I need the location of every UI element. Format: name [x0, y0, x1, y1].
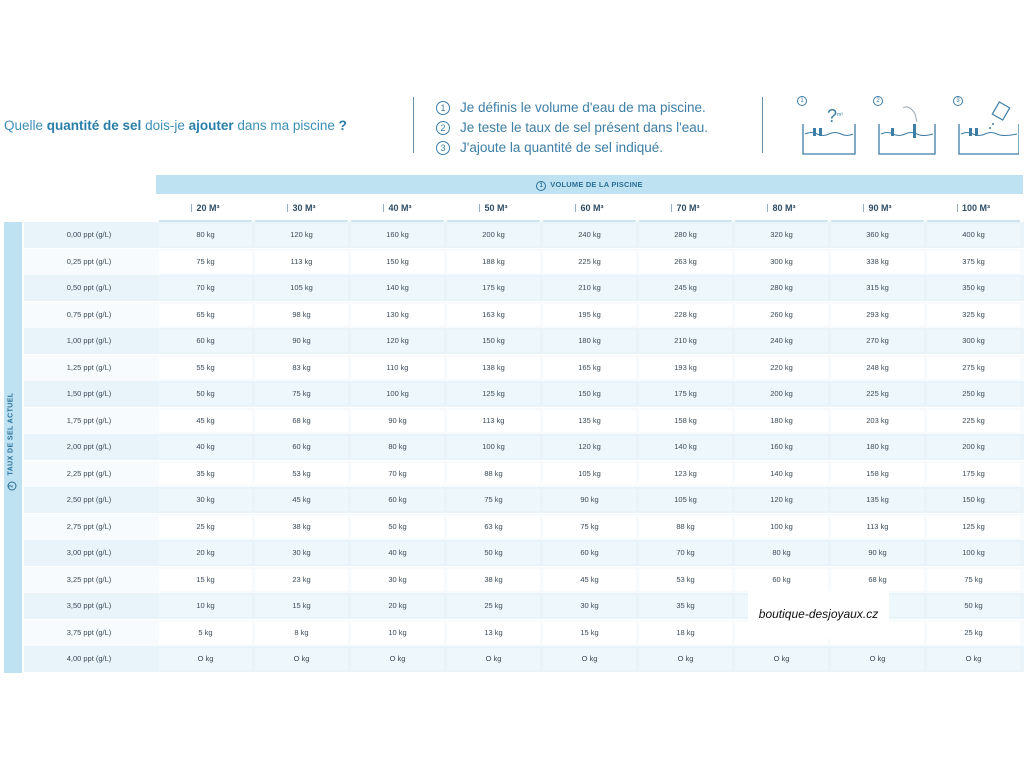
column-header: [255, 196, 348, 222]
step-3-text: J'ajoute la quantité de sel indiqué.: [460, 140, 663, 155]
table-cell: 25 kg: [447, 595, 540, 617]
svg-text:m³: m³: [837, 112, 843, 118]
table-cell: 35 kg: [159, 463, 252, 485]
table-cell: 315 kg: [831, 277, 924, 299]
row-label: 4,00 ppt (g/L): [66, 654, 112, 663]
table-cell: 240 kg: [735, 330, 828, 352]
table-cell: 23 kg: [255, 569, 348, 591]
table-cell: 75 kg: [159, 251, 252, 273]
table-cell: 113 kg: [447, 410, 540, 432]
table-cell: 40 kg: [351, 542, 444, 564]
row-label: 2,50 ppt (g/L): [66, 495, 112, 504]
table-row: [24, 646, 1024, 672]
table-cell: 120 kg: [255, 224, 348, 246]
table-cell: 35 kg: [639, 595, 732, 617]
volume-header-number: 1: [536, 181, 546, 191]
table-cell: 200 kg: [447, 224, 540, 246]
row-label: 3,50 ppt (g/L): [66, 601, 112, 610]
row-label: 1,00 ppt (g/L): [66, 336, 112, 345]
table-cell: 113 kg: [255, 251, 348, 273]
table-cell: 123 kg: [639, 463, 732, 485]
table-cell: 60 kg: [255, 436, 348, 458]
table-cell: 200 kg: [927, 436, 1020, 458]
salt-rate-number: 2: [8, 481, 17, 490]
table-cell: 38 kg: [447, 569, 540, 591]
table-cell: 45 kg: [543, 569, 636, 591]
table-cell: 53 kg: [639, 569, 732, 591]
step-2-number: 2: [436, 121, 450, 135]
divider-left: [413, 97, 414, 153]
table-cell: 163 kg: [447, 304, 540, 326]
table-cell: O kg: [159, 648, 252, 670]
table-cell: 165 kg: [543, 357, 636, 379]
table-cell: 263 kg: [639, 251, 732, 273]
table-cell: 25 kg: [927, 622, 1020, 644]
column-header-label: 100 M³: [961, 203, 990, 213]
table-cell: 40 kg: [159, 436, 252, 458]
table-cell: 15 kg: [543, 622, 636, 644]
table-cell: 175 kg: [927, 463, 1020, 485]
table-cell: 350 kg: [927, 277, 1020, 299]
steps-list: [436, 98, 708, 158]
table-cell: O kg: [543, 648, 636, 670]
row-label: 2,75 ppt (g/L): [66, 521, 112, 531]
table-cell: 375 kg: [927, 251, 1020, 273]
table-cell: 88 kg: [639, 516, 732, 538]
table-cell: 60 kg: [159, 330, 252, 352]
table-cell: 200 kg: [735, 383, 828, 405]
table-cell: O kg: [255, 648, 348, 670]
table-row: [24, 540, 1024, 566]
table-cell: 280 kg: [639, 224, 732, 246]
column-header-tick: [383, 204, 384, 212]
step-1: [436, 98, 708, 118]
row-label: 0,00 ppt (g/L): [66, 230, 112, 239]
column-header-tick: [287, 204, 288, 212]
table-cell: 338 kg: [831, 251, 924, 273]
question-part2: dois-je: [141, 118, 189, 133]
table-cell: 88 kg: [447, 463, 540, 485]
table-cell: 68 kg: [255, 410, 348, 432]
table-cell: 18 kg: [639, 622, 732, 644]
table-row: [24, 249, 1024, 275]
table-cell: 15 kg: [159, 569, 252, 591]
column-header: [159, 196, 252, 222]
table-cell: 70 kg: [159, 277, 252, 299]
table-cell: 195 kg: [543, 304, 636, 326]
table-row: [24, 461, 1024, 487]
table-cell: 158 kg: [831, 463, 924, 485]
row-label: 0,25 ppt (g/L): [66, 256, 112, 266]
table-cell: 75 kg: [543, 516, 636, 538]
table-cell: 25 kg: [159, 516, 252, 538]
row-label: 0,50 ppt (g/L): [66, 283, 112, 292]
table-cell: 138 kg: [447, 357, 540, 379]
column-header-tick: [671, 204, 672, 212]
table-cell: 188 kg: [447, 251, 540, 273]
table-cell: 175 kg: [639, 383, 732, 405]
table-cell: 248 kg: [831, 357, 924, 379]
table-cell: 90 kg: [351, 410, 444, 432]
step-3: [436, 138, 708, 158]
table-cell: 240 kg: [543, 224, 636, 246]
table-cell: 50 kg: [447, 542, 540, 564]
table-cell: 220 kg: [735, 357, 828, 379]
table-cell: 80 kg: [159, 224, 252, 246]
table-cell: 140 kg: [639, 436, 732, 458]
salt-rate-axis: [4, 222, 22, 673]
icon-3-number: 3: [953, 96, 963, 106]
table-cell: 225 kg: [927, 410, 1020, 432]
table-cell: 250 kg: [927, 383, 1020, 405]
table-row: [24, 567, 1024, 593]
table-cell: 400 kg: [927, 224, 1020, 246]
table-row: [24, 302, 1024, 328]
table-cell: 30 kg: [543, 595, 636, 617]
question-part3: dans ma piscine: [233, 118, 339, 133]
column-header-label: 90 M³: [868, 203, 892, 213]
table-cell: O kg: [831, 648, 924, 670]
table-cell: 50 kg: [927, 595, 1020, 617]
column-header-label: 70 M³: [676, 203, 700, 213]
table-cell: 275 kg: [927, 357, 1020, 379]
table-cell: 135 kg: [543, 410, 636, 432]
table-cell: O kg: [639, 648, 732, 670]
table-cell: 150 kg: [351, 251, 444, 273]
table-cell: 203 kg: [831, 410, 924, 432]
table-cell: 225 kg: [543, 251, 636, 273]
table-cell: 135 kg: [831, 489, 924, 511]
page-question: [4, 118, 347, 133]
table-cell: 90 kg: [543, 489, 636, 511]
table-cell: 210 kg: [639, 330, 732, 352]
table-cell: 83 kg: [255, 357, 348, 379]
table-cell: 320 kg: [735, 224, 828, 246]
column-header-label: 40 M³: [388, 203, 412, 213]
row-label: 1,25 ppt (g/L): [66, 362, 112, 372]
table-cell: 300 kg: [735, 251, 828, 273]
table-row: [24, 434, 1024, 460]
table-cell: 60 kg: [735, 569, 828, 591]
volume-header-label: VOLUME DE LA PISCINE: [550, 180, 643, 189]
table-cell: 150 kg: [543, 383, 636, 405]
column-header-tick: [191, 204, 192, 212]
salt-rate-label: [8, 372, 17, 512]
table-cell: 110 kg: [351, 357, 444, 379]
table-cell: 105 kg: [639, 489, 732, 511]
table-row: [24, 487, 1024, 513]
table-cell: 30 kg: [351, 569, 444, 591]
table-cell: 113 kg: [831, 516, 924, 538]
column-header: [735, 196, 828, 222]
table-cell: 150 kg: [447, 330, 540, 352]
table-row: [24, 381, 1024, 407]
table-row: [24, 408, 1024, 434]
column-header-tick: [479, 204, 480, 212]
question-bold1: quantité de sel: [46, 118, 142, 133]
table-cell: 55 kg: [159, 357, 252, 379]
table-cell: 5 kg: [159, 622, 252, 644]
question-bold3: ?: [338, 118, 347, 133]
table-cell: 75 kg: [447, 489, 540, 511]
table-cell: 50 kg: [351, 516, 444, 538]
table-cell: 193 kg: [639, 357, 732, 379]
table-cell: 10 kg: [159, 595, 252, 617]
table-cell: O kg: [351, 648, 444, 670]
table-row: [24, 355, 1024, 381]
table-cell: 325 kg: [927, 304, 1020, 326]
column-header: [543, 196, 636, 222]
svg-text:?: ?: [827, 106, 838, 126]
table-cell: 158 kg: [639, 410, 732, 432]
row-label: 2,00 ppt (g/L): [66, 442, 112, 451]
column-header-tick: [957, 204, 958, 212]
table-cell: 70 kg: [351, 463, 444, 485]
column-header: [927, 196, 1020, 222]
column-header-label: 60 M³: [580, 203, 604, 213]
column-header-label: 80 M³: [772, 203, 796, 213]
table-row: [24, 275, 1024, 301]
table-cell: 63 kg: [447, 516, 540, 538]
question-bold2: ajouter: [188, 118, 234, 133]
column-header-label: 30 M³: [292, 203, 316, 213]
table-cell: 140 kg: [735, 463, 828, 485]
table-cell: 120 kg: [543, 436, 636, 458]
table-cell: 175 kg: [447, 277, 540, 299]
column-header: [447, 196, 540, 222]
table-cell: 260 kg: [735, 304, 828, 326]
column-header: [831, 196, 924, 222]
row-label: 2,25 ppt (g/L): [66, 468, 112, 478]
table-cell: 180 kg: [735, 410, 828, 432]
table-cell: 228 kg: [639, 304, 732, 326]
row-label: 1,50 ppt (g/L): [66, 389, 112, 398]
table-cell: 75 kg: [255, 383, 348, 405]
table-cell: 160 kg: [351, 224, 444, 246]
icon-2-number: 2: [873, 96, 883, 106]
table-cell: 245 kg: [639, 277, 732, 299]
table-cell: 270 kg: [831, 330, 924, 352]
table-cell: 100 kg: [735, 516, 828, 538]
table-cell: 10 kg: [351, 622, 444, 644]
table-row: [24, 328, 1024, 354]
row-label: 0,75 ppt (g/L): [66, 309, 112, 319]
table-cell: 160 kg: [735, 436, 828, 458]
icon-1-number: 1: [797, 96, 807, 106]
table-cell: 53 kg: [255, 463, 348, 485]
table-cell: 80 kg: [735, 542, 828, 564]
row-label: 3,00 ppt (g/L): [66, 548, 112, 557]
volume-header: [156, 175, 1023, 194]
row-label: 1,75 ppt (g/L): [66, 415, 112, 425]
table-cell: 120 kg: [351, 330, 444, 352]
table-cell: 98 kg: [255, 304, 348, 326]
column-header-tick: [575, 204, 576, 212]
table-cell: 15 kg: [255, 595, 348, 617]
table-cell: 125 kg: [447, 383, 540, 405]
column-header-tick: [767, 204, 768, 212]
salt-rate-text: TAUX DE SEL ACTUEL: [7, 392, 15, 476]
table-cell: 180 kg: [831, 436, 924, 458]
step-3-number: 3: [436, 141, 450, 155]
table-cell: 45 kg: [255, 489, 348, 511]
table-cell: 105 kg: [543, 463, 636, 485]
table-cell: O kg: [927, 648, 1020, 670]
table-cell: O kg: [447, 648, 540, 670]
table-cell: 30 kg: [159, 489, 252, 511]
table-cell: 20 kg: [159, 542, 252, 564]
table-cell: 60 kg: [543, 542, 636, 564]
table-cell: 300 kg: [927, 330, 1020, 352]
step-2: [436, 118, 708, 138]
table-cell: 225 kg: [831, 383, 924, 405]
divider-right: [762, 97, 763, 153]
table-cell: 75 kg: [927, 569, 1020, 591]
table-cell: 125 kg: [927, 516, 1020, 538]
table-cell: 90 kg: [255, 330, 348, 352]
table-cell: 38 kg: [255, 516, 348, 538]
table-cell: 65 kg: [159, 304, 252, 326]
row-label: 3,25 ppt (g/L): [66, 574, 112, 584]
row-label: 3,75 ppt (g/L): [66, 627, 112, 637]
column-header-label: 20 M³: [196, 203, 220, 213]
table-row: [24, 514, 1024, 540]
table-cell: 70 kg: [639, 542, 732, 564]
column-header-label: 50 M³: [484, 203, 508, 213]
table-cell: 150 kg: [927, 489, 1020, 511]
column-header: [351, 196, 444, 222]
question-part1: Quelle: [4, 118, 47, 133]
step-icons: [797, 96, 1023, 156]
table-cell: 360 kg: [831, 224, 924, 246]
table-cell: 8 kg: [255, 622, 348, 644]
table-cell: 13 kg: [447, 622, 540, 644]
watermark: boutique-desjoyaux.cz: [748, 591, 889, 639]
table-cell: 105 kg: [255, 277, 348, 299]
table-cell: O kg: [735, 648, 828, 670]
pool-volume-icon: [797, 96, 867, 156]
table-cell: 100 kg: [927, 542, 1020, 564]
table-cell: 30 kg: [255, 542, 348, 564]
step-1-text: Je définis le volume d'eau de ma piscine.: [460, 100, 706, 115]
table-cell: 180 kg: [543, 330, 636, 352]
table-cell: 100 kg: [351, 383, 444, 405]
table-cell: 90 kg: [831, 542, 924, 564]
column-header-tick: [863, 204, 864, 212]
table-cell: 100 kg: [447, 436, 540, 458]
table-cell: 130 kg: [351, 304, 444, 326]
table-cell: 140 kg: [351, 277, 444, 299]
table-cell: 280 kg: [735, 277, 828, 299]
table-cell: 68 kg: [831, 569, 924, 591]
step-2-text: Je teste le taux de sel présent dans l'eau.: [460, 120, 708, 135]
salt-test-icon: [873, 96, 943, 156]
table-cell: 293 kg: [831, 304, 924, 326]
column-header: [639, 196, 732, 222]
table-row: [24, 222, 1024, 248]
table-cell: 210 kg: [543, 277, 636, 299]
table-cell: 80 kg: [351, 436, 444, 458]
step-1-number: 1: [436, 101, 450, 115]
table-cell: 60 kg: [351, 489, 444, 511]
table-cell: 45 kg: [159, 410, 252, 432]
table-cell: 20 kg: [351, 595, 444, 617]
table-cell: 50 kg: [159, 383, 252, 405]
table-cell: 120 kg: [735, 489, 828, 511]
add-salt-icon: [953, 96, 1023, 156]
